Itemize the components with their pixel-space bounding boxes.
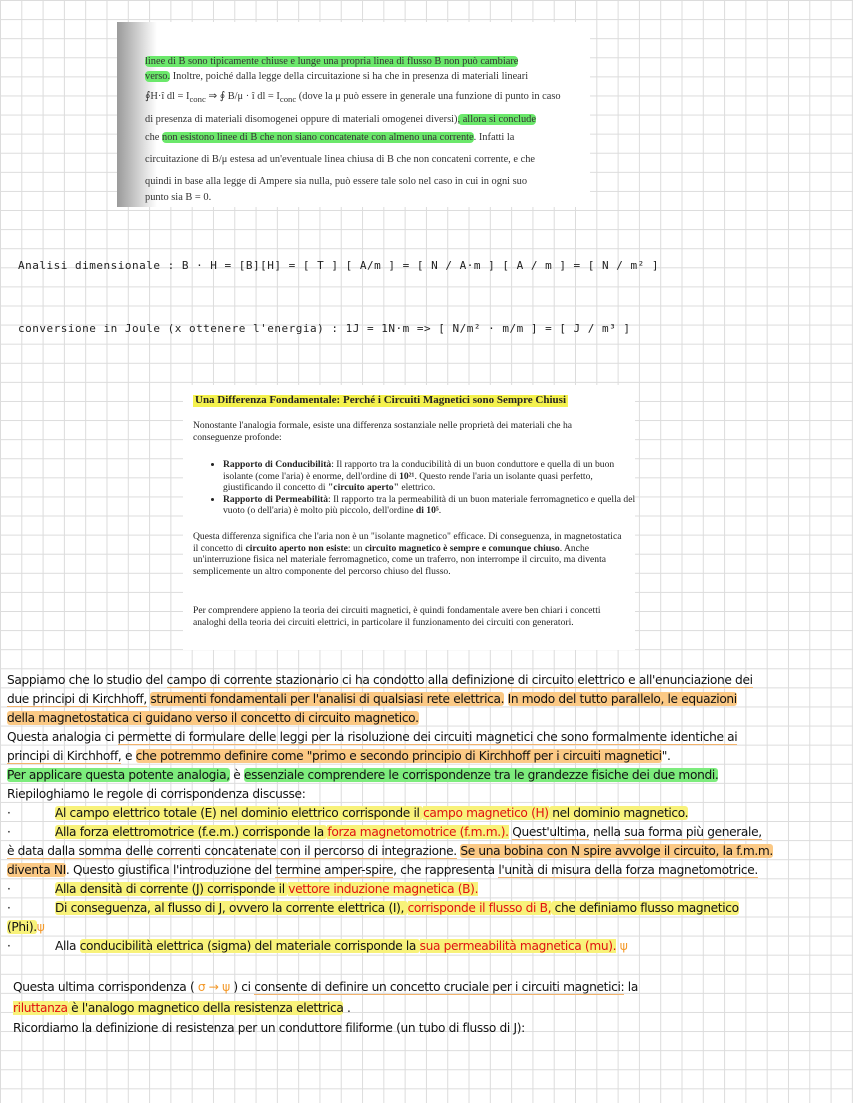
paragraph bbox=[193, 531, 623, 577]
underlined-text: principi di Kirchhoff, bbox=[7, 749, 122, 763]
text: Inoltre, poiché dalla legge della circuitazione si ha che in presenza di materiali lineari bbox=[170, 71, 529, 82]
handwritten-symbol: ψ bbox=[36, 920, 45, 934]
handwritten-joule-conversion: conversione in Joule (x ottenere l'energia) : 1J = 1N·m => [ N/m² · m/m ] = [ J / m³ ] bbox=[18, 322, 631, 335]
text: conc bbox=[189, 94, 206, 105]
underlined-text: termine amper-spire bbox=[275, 863, 394, 877]
text: Alla bbox=[55, 939, 80, 953]
item-text: : Il rapporto tra la permeabilità di un buon materiale ferromagnetico e quella del vuoto (o dell'aria) è molto più piccolo, dell'ordine bbox=[223, 493, 636, 516]
text: la bbox=[624, 980, 638, 994]
highlight-yellow: che definiamo flusso magnetico bbox=[551, 901, 739, 915]
key-term: vettore induzione magnetica (B). bbox=[288, 882, 479, 896]
bullet-marker: · bbox=[7, 901, 11, 915]
highlight-yellow: conducibilità elettrica (sigma) del materiale corrisponde la bbox=[79, 939, 420, 953]
scanned-excerpt-top bbox=[117, 22, 590, 207]
bullet-marker: · bbox=[7, 825, 11, 839]
intro-paragraph: Nonostante l'analogia formale, esiste una differenza sostanziale nelle proprietà dei materiali che ha conseguenze profonde: bbox=[193, 420, 573, 443]
text: (dove la μ può essere in generale una funzione di punto in caso bbox=[296, 91, 561, 102]
text: di presenza di materiali disomogenei oppure di materiali omogenei diversi) bbox=[145, 114, 458, 125]
highlighted-text: , allora si conclude bbox=[457, 114, 536, 125]
note-line bbox=[7, 749, 670, 763]
note-line bbox=[7, 768, 718, 782]
note-line bbox=[7, 787, 305, 801]
ratio-list bbox=[203, 459, 643, 517]
key-term: riluttanza bbox=[13, 1001, 68, 1015]
note-line bbox=[13, 1021, 525, 1035]
note-line bbox=[7, 673, 753, 687]
highlight-yellow: Alla densità di corrente (J) corrisponde il bbox=[55, 882, 289, 896]
key-term: corrisponde il flusso di B, bbox=[407, 901, 552, 915]
note-line bbox=[13, 1001, 351, 1015]
highlight-green: Per applicare questa potente analogia, bbox=[7, 768, 230, 782]
text: ". bbox=[661, 749, 671, 763]
item-text: . bbox=[438, 505, 442, 516]
text: . Anche un'interruzione fisica nel materiale ferromagnetico, come un traferro, non interrompe il circuito, ma diventa semplicemente un altro componente del percorso chiuso del flusso. bbox=[193, 542, 607, 577]
highlight-orange: Se una bobina con N spire avvolge il circuito, la f.m.m. bbox=[460, 844, 773, 858]
text: . Infatti la bbox=[473, 132, 515, 143]
underlined-text: campo di corrente stazionario ci ha condotto alla definizione di circuito elettrico e all'enunciazione dei bbox=[166, 673, 753, 687]
underlined-text: due principi di Kirchhoff, bbox=[7, 692, 147, 706]
bold: circuito magnetico è sempre e comunque chiuso bbox=[364, 542, 560, 554]
handwritten-dimensional-analysis: Analisi dimensionale : B · H = [B][H] = [ T ] [ A/m ] = [ N / A·m ] [ A / m ] = [ N / m² ] bbox=[18, 259, 660, 272]
text: . bbox=[343, 1001, 351, 1015]
note-line bbox=[7, 882, 478, 896]
list-item bbox=[223, 459, 643, 494]
item-heading: Rapporto di Permeabilità bbox=[223, 493, 328, 505]
item-exponent: 10²¹ bbox=[399, 470, 415, 482]
item-heading: Rapporto di Conducibilità bbox=[223, 459, 332, 470]
highlight-green: essenziale comprendere le corrispondenze tra le grandezze fisiche dei due mondi. bbox=[243, 768, 719, 782]
text: e bbox=[121, 749, 136, 763]
text: Ricordiamo la definizione di resistenza per un conduttore filiforme (un tubo di flusso di J): bbox=[13, 1021, 525, 1035]
note-line bbox=[7, 901, 739, 915]
bullet-marker: · bbox=[7, 939, 11, 953]
highlight-orange: diventa NI bbox=[7, 863, 66, 877]
key-term: sua permeabilità magnetica (mu). bbox=[419, 939, 617, 953]
item-text: . Questo rende l'aria un isolante quasi perfetto, giustificando il concetto di bbox=[223, 470, 593, 493]
item-bold: di 10⁵ bbox=[415, 505, 439, 516]
bold: circuito aperto non esiste bbox=[245, 542, 348, 554]
text: Questa differenza significa che l'aria non è un "isolante magnetico" efficace. Di conseguenza, in magnetostatica il concetto di bbox=[193, 531, 622, 554]
text: che bbox=[145, 132, 163, 143]
underlined-text: sua forma più generale, bbox=[624, 825, 762, 839]
highlight-yellow: è l'analogo magnetico della resistenza elettrica bbox=[67, 1001, 344, 1015]
item-bold: "circuito aperto" bbox=[327, 482, 399, 493]
scan-line bbox=[145, 192, 583, 203]
text: conc bbox=[279, 94, 297, 105]
item-text: elettrico. bbox=[398, 482, 436, 493]
text: nella bbox=[589, 825, 625, 839]
note-line bbox=[7, 920, 44, 934]
text: , che rappresenta bbox=[393, 863, 499, 877]
underlined-text: consente di definire un concetto cruciale per i circuiti magnetici: bbox=[254, 980, 625, 994]
key-term: campo magnetico (H) bbox=[423, 806, 549, 820]
note-line bbox=[7, 692, 737, 706]
highlighted-text: linee di B sono tipicamente chiuse e lunge una propria linea di flusso B non può cambiare bbox=[145, 56, 519, 67]
text: punto sia B = 0. bbox=[145, 192, 212, 203]
text: ∮H·î dl = I bbox=[145, 91, 190, 102]
text: Questa ultima corrispondenza ( bbox=[13, 980, 198, 994]
section-title: Una Differenza Fondamentale: Perché i Circuiti Magnetici sono Sempre Chiusi bbox=[195, 394, 567, 406]
bullet-marker: · bbox=[7, 806, 11, 820]
text: Sappiamo che lo studio del bbox=[7, 673, 167, 687]
highlight-orange: strumenti fondamentali per l'analisi di qualsiasi rete elettrica. bbox=[150, 692, 505, 706]
bullet-marker: · bbox=[7, 882, 11, 896]
text: : un bbox=[347, 542, 365, 554]
note-line bbox=[7, 711, 419, 725]
highlight-yellow: (Phi). bbox=[7, 920, 37, 934]
text: Questa analogia ci bbox=[7, 730, 118, 744]
text: ) ci bbox=[229, 980, 255, 994]
underlined-text: Quest'ultima, bbox=[512, 825, 590, 839]
note-line bbox=[7, 939, 627, 953]
underlined-text: permette di formulare delle leggi per la risoluzione dei circuiti magnetici che sono formalmente identiche ai bbox=[117, 730, 738, 744]
highlight-orange: che potremmo definire come "primo e secondo principio di Kirchhoff per i circuiti magnetici bbox=[135, 749, 662, 763]
text: . Questo giustifica l'introduzione del bbox=[65, 863, 276, 877]
key-term: forza magnetomotrice (f.m.m.). bbox=[327, 825, 509, 839]
scan-line bbox=[145, 132, 583, 143]
highlight-yellow: Alla forza elettromotrice (f.e.m.) corrisponde la bbox=[55, 825, 328, 839]
highlighted-text: verso. bbox=[145, 71, 171, 82]
scan-line bbox=[145, 114, 583, 125]
scan-line bbox=[145, 90, 583, 104]
underlined-text: è data dalla somma delle correnti concatenate con il percorso di integrazione. bbox=[7, 844, 457, 858]
text: quindi in base alla legge di Ampere sia nulla, può essere tale solo nel caso in cui in ogni suo bbox=[145, 176, 528, 187]
scan-line bbox=[145, 71, 583, 82]
highlight-orange: In modo del tutto parallelo, le equazioni bbox=[507, 692, 737, 706]
note-line bbox=[7, 806, 688, 820]
item-text: : Il rapporto tra la conducibilità di un buon conduttore e quella di un buon isolante (come l'aria) è enorme, dell'ordine di bbox=[223, 459, 615, 482]
scan-line bbox=[145, 56, 583, 67]
scan-line bbox=[145, 176, 583, 187]
scan-line bbox=[145, 154, 583, 165]
handwritten-symbol: ψ bbox=[616, 939, 628, 953]
text: Riepiloghiamo le regole di corrispondenza discusse: bbox=[7, 787, 306, 801]
text: è bbox=[229, 768, 244, 782]
highlight-yellow: Di conseguenza, al flusso di J, ovvero la corrente elettrica (I), bbox=[55, 901, 408, 915]
note-line bbox=[7, 825, 762, 839]
note-line bbox=[7, 863, 758, 877]
highlight-yellow: Al campo elettrico totale (E) nel dominio elettrico corrisponde il bbox=[55, 806, 424, 820]
note-line bbox=[7, 844, 773, 858]
highlight-yellow: nel dominio magnetico. bbox=[548, 806, 689, 820]
note-line bbox=[13, 980, 638, 994]
text: circuitazione di B/μ estesa ad un'eventuale linea chiusa di B che non concateni corrente, e che bbox=[145, 154, 535, 165]
paragraph: Per comprendere appieno la teoria dei circuiti magnetici, è quindi fondamentale avere ben chiari i concetti analoghi della teoria dei circuiti elettrici, in particolare il funzionamento dei circuiti con generatori. bbox=[193, 605, 601, 628]
note-line bbox=[7, 730, 737, 744]
list-item bbox=[223, 494, 643, 517]
scanned-excerpt-middle bbox=[183, 385, 635, 650]
text: ⇒ ∮ B/μ · î dl = I bbox=[205, 91, 280, 102]
handwritten-symbol: σ → ψ bbox=[197, 980, 230, 994]
underlined-text: l'unità di misura della forza magnetomotrice. bbox=[498, 863, 758, 877]
highlight-orange: della magnetostatica ci guidano verso il concetto di circuito magnetico. bbox=[7, 711, 419, 725]
highlighted-text: non esistono linee di B che non siano concatenate con almeno una corrente bbox=[162, 132, 474, 143]
